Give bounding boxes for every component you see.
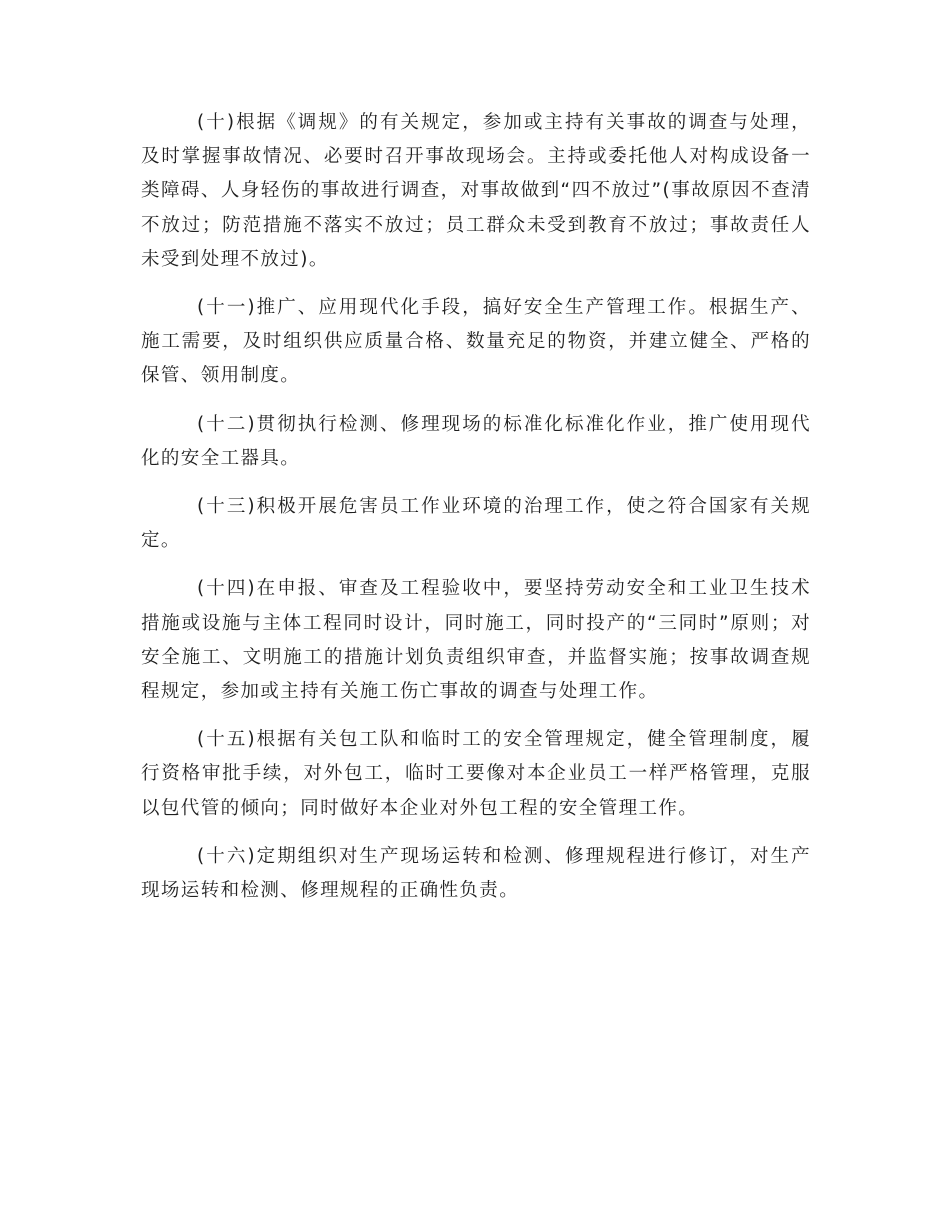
paragraph-item-12: (十二)贯彻执行检测、修理现场的标准化标准化作业，推广使用现代化的安全工器具。: [141, 413, 811, 469]
document-page: [141, 106, 811, 922]
paragraph-item-16: (十六)定期组织对生产现场运转和检测、修理规程进行修订，对生产现场运转和检测、修理规程的正确性负责。: [141, 845, 811, 902]
paragraph-item-14: (十四)在申报、审查及工程验收中，要坚持劳动安全和工业卫生技术措施或设施与主体工程同时设计，同时施工，同时投产的“三同时”原则；对安全施工、文明施工的措施计划负责组织审查，并监督实施；按事故调查规程规定，参加或主持有关施工伤亡事故的调查与处理工作。: [141, 578, 811, 703]
paragraph-item-11: (十一)推广、应用现代化手段，搞好安全生产管理工作。根据生产、施工需要，及时组织供应质量合格、数量充足的物资，并建立健全、严格的保管、领用制度。: [141, 297, 811, 387]
paragraph-item-15: (十五)根据有关包工队和临时工的安全管理规定，健全管理制度，履行资格审批手续，对外包工，临时工要像对本企业员工一样严格管理，克服以包代管的倾向；同时做好本企业对外包工程的安全管理工作。: [141, 729, 811, 819]
paragraph-item-13: (十三)积极开展危害员工作业环境的治理工作，使之符合国家有关规定。: [141, 496, 811, 552]
paragraph-item-10: (十)根据《调规》的有关规定，参加或主持有关事故的调查与处理，及时掌握事故情况、必要时召开事故现场会。主持或委托他人对构成设备一类障碍、人身轻伤的事故进行调查，对事故做到“四不放过”(事故原因不查清不放过；防范措施不落实不放过；员工群众未受到教育不放过；事故责任人未受到处理不放过)。: [141, 112, 811, 270]
